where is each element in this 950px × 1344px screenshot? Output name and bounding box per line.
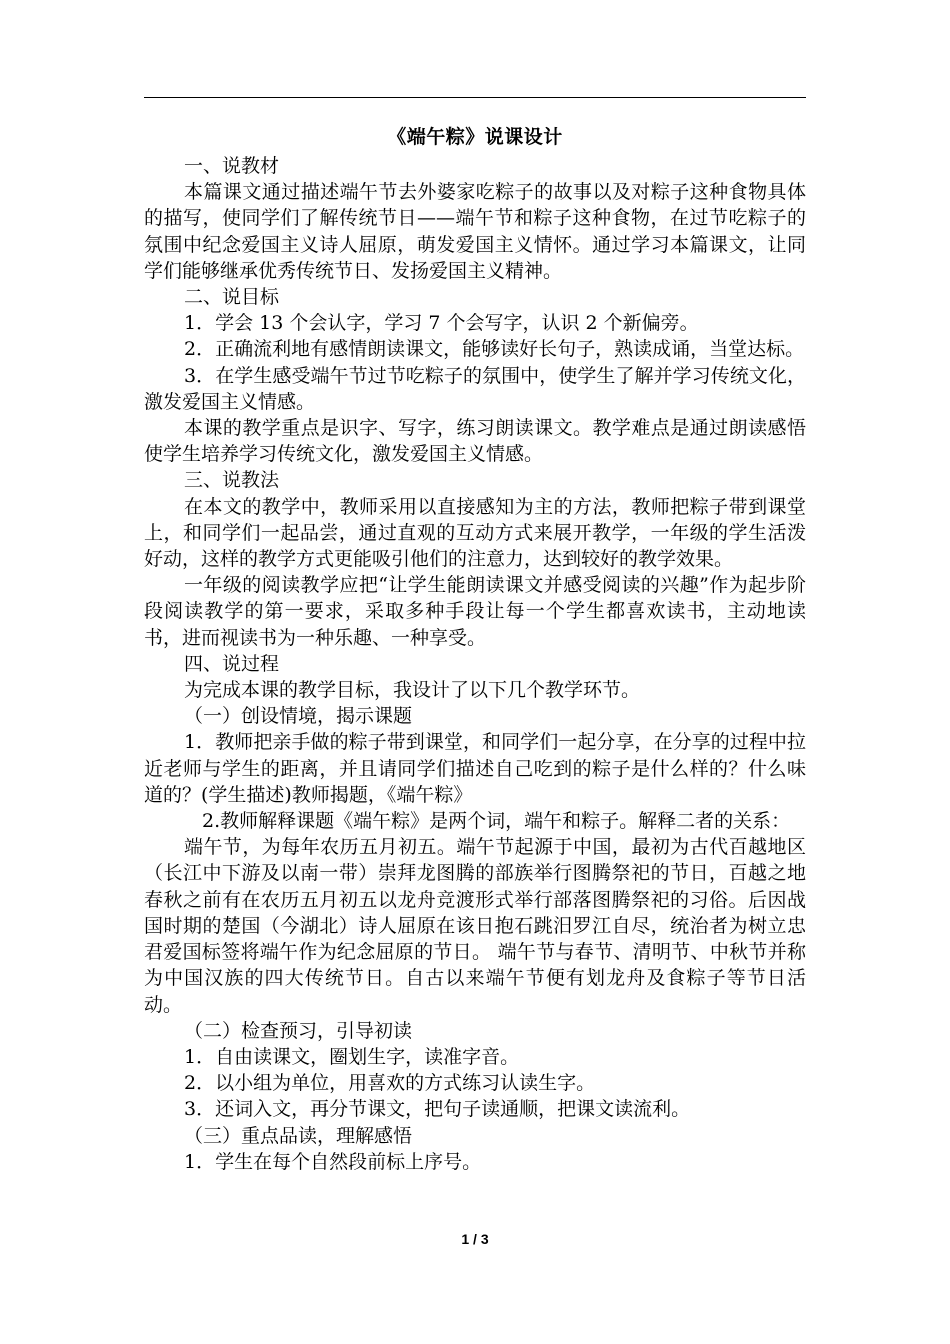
section-heading-teaching-material: 一、说教材 <box>184 155 280 177</box>
list-item: 2.教师解释课题《端午粽》是两个词，端午和粽子。解释二者的关系： <box>202 810 791 833</box>
paragraph: 在本文的教学中，教师采用以直接感知为主的方法，教师把粽子带到课堂上，和同学们一起品尝，通过直观的互动方式来展开教学，一年级的学生活泼好动，这样的教学方式更能吸引他们的注意力，达到较好的教学效果。 <box>144 495 806 571</box>
list-item: 2．正确流利地有感情朗读课文，能够读好长句子，熟读成诵，当堂达标。 <box>184 338 805 361</box>
section-heading-goals: 二、说目标 <box>184 286 280 309</box>
header-rule <box>144 97 806 98</box>
document-body <box>144 122 806 1175</box>
page-indicator: 1 / 3 <box>461 1231 489 1247</box>
list-item: 3．在学生感受端午节过节吃粽子的氛围中，使学生了解并学习传统文化，激发爱国主义情感。 <box>144 364 806 413</box>
subsection-heading: （二）检查预习，引导初读 <box>184 1019 413 1042</box>
list-item: 1．自由读课文，圈划生字，读准字音。 <box>184 1045 520 1068</box>
paragraph: 一年级的阅读教学应把“让学生能朗读课文并感受阅读的兴趣”作为起步阶段阅读教学的第一要求，采取多种手段让每一个学生都喜欢读书，主动地读书，进而视读书为一种乐趣、一种享受。 <box>144 574 806 649</box>
list-item: 1．学会 13 个会认字，学习 7 个会写字，认识 2 个新偏旁。 <box>184 312 699 335</box>
subsection-heading: （三）重点品读，理解感悟 <box>184 1124 413 1147</box>
paragraph: 为完成本课的教学目标，我设计了以下几个教学环节。 <box>184 679 641 702</box>
document-title: 《端午粽》说课设计 <box>387 126 563 148</box>
subsection-heading: （一）创设情境，揭示课题 <box>184 705 413 728</box>
list-item: 2．以小组为单位，用喜欢的方式练习认读生字。 <box>184 1072 596 1095</box>
list-item: 1．教师把亲手做的粽子带到课堂，和同学们一起分享，在分享的过程中拉近老师与学生的距离，并且请同学们描述自己吃到的粽子是什么样的？什么味道的？(学生描述)教师揭题，《端午粽》 <box>144 731 806 806</box>
paragraph: 端午节，为每年农历五月初五。端午节起源于中国，最初为古代百越地区（长江中下游及以南一带）崇拜龙图腾的部族举行图腾祭祀的节日，百越之地春秋之前有在农历五月初五以龙舟竞渡形式举行部落图腾祭祀的习俗。后因战国时期的楚国（今湖北）诗人屈原在该日抱石跳汨罗江自尽，统治者为树立忠君爱国标签将端午作为纪念屈原的节日。 端午节与春节、清明节、中秋节并称为中国汉族的四大传统节日。自古以来端午节便有划龙舟及食粽子等节日活动。 <box>144 836 806 1016</box>
paragraph: 本课的教学重点是识字、写字，练习朗读课文。教学难点是通过朗读感悟使学生培养学习传统文化，激发爱国主义情感。 <box>144 417 806 466</box>
section-heading-process: 四、说过程 <box>184 652 280 675</box>
paragraph: 本篇课文通过描述端午节去外婆家吃粽子的故事以及对粽子这种食物具体的描写，使同学们了解传统节日——端午节和粽子这种食物，在过节吃粽子的氛围中纪念爱国主义诗人屈原，萌发爱国主义情怀。通过学习本篇课文，让同学们能够继承优秀传统节日、发扬爱国主义精神。 <box>144 181 806 282</box>
section-heading-methods: 三、说教法 <box>184 469 280 492</box>
list-item: 3．还词入文，再分节课文，把句子读通顺，把课文读流利。 <box>184 1098 691 1121</box>
list-item: 1．学生在每个自然段前标上序号。 <box>184 1150 482 1173</box>
